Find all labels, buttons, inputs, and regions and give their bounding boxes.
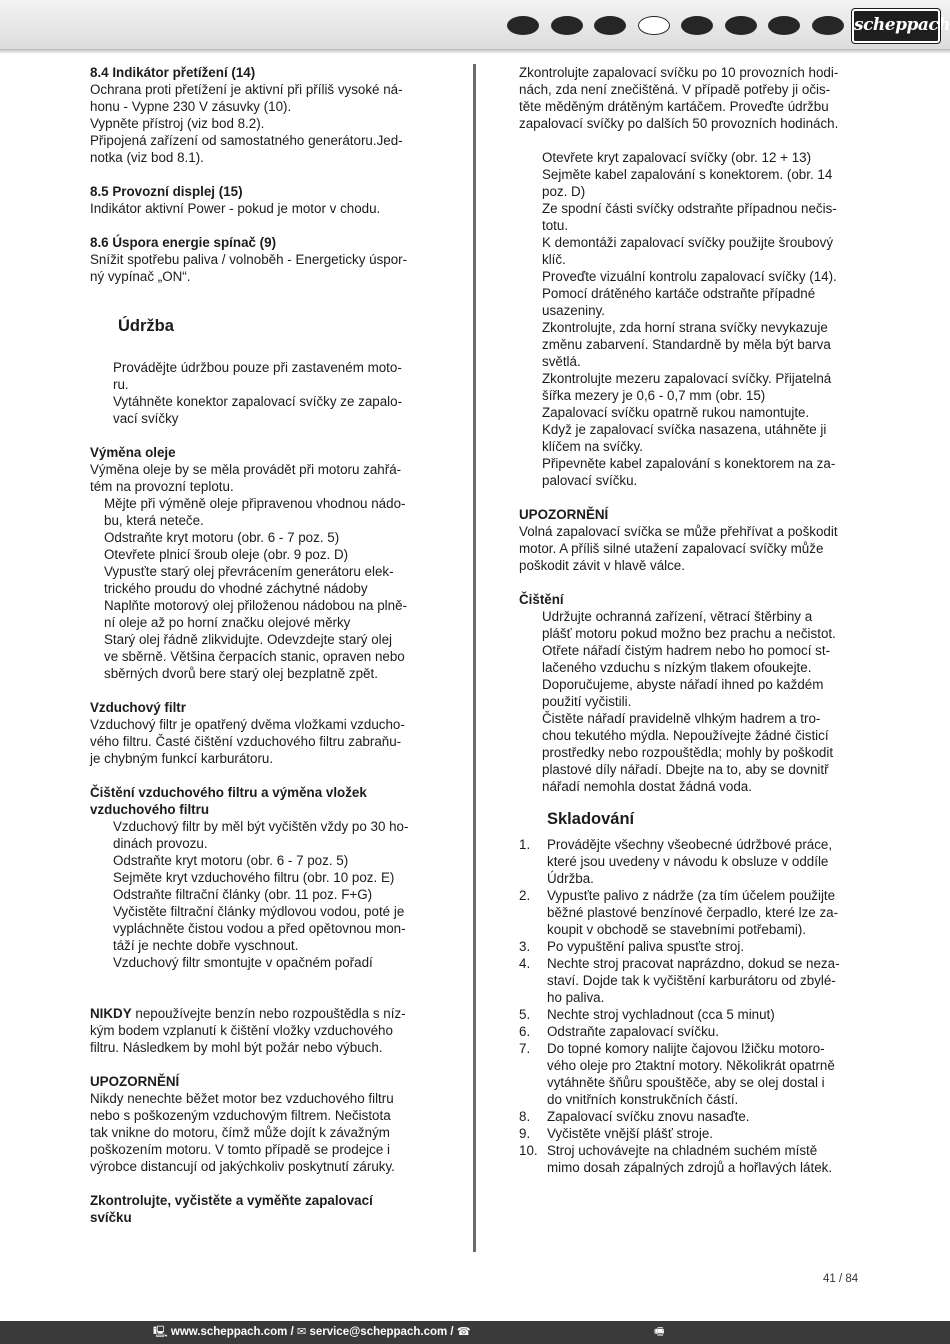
paragraph-line: Snížit spotřebu paliva / volnoběh - Energeticky úspor- (90, 252, 408, 267)
paragraph-line: Vzduchový filtr je opatřený dvěma vložkami vzducho- (90, 717, 405, 732)
header-bar (0, 0, 950, 50)
spacer (90, 971, 430, 1005)
list-line: Otřete nářadí čistým hadrem nebo ho pomocí st- (542, 643, 831, 658)
list-line: použití vyčistili. (542, 694, 632, 709)
warning-heading: UPOZORNĚNÍ (519, 507, 609, 522)
paragraph-line: těte měděným drátěným kartáčem. Proveďte údržbu (519, 99, 829, 114)
list-line: do vnitřních konstrukčních částí. (547, 1092, 739, 1107)
list-line: Zkontrolujte mezeru zapalovací svíčky. Přijatelná (542, 371, 832, 386)
spacer (90, 166, 430, 183)
list-line: klíč. (542, 252, 566, 267)
list-line: Naplňte motorový olej přiloženou nádobou na plně- (104, 598, 407, 613)
paragraph-line: tém na provozní teplotu. (90, 479, 234, 494)
chapter-pill (681, 16, 713, 35)
paragraph-line: nepoužívejte benzín nebo rozpouštědla s níz- (131, 1006, 406, 1021)
list-line: Čistěte nářadí pravidelně vlhkým hadrem a tro- (542, 711, 821, 726)
list-line: Když je zapalovací svíčka nasazena, utáhněte ji (542, 422, 827, 437)
list-line: poz. D) (542, 184, 586, 199)
list-line: Sejměte kabel zapalování s konektorem. (obr. 14 (542, 167, 833, 182)
list-line: totu. (542, 218, 569, 233)
right-column (519, 64, 859, 1176)
paragraph-line: poškozením motoru. V tomto případě se prodejce i (90, 1142, 390, 1157)
list-line: staví. Dojde tak k vyčištění karburátoru od zbylé- (547, 973, 836, 988)
chapter-title: Skladování (547, 810, 635, 828)
chapter-title: Údržba (118, 317, 174, 335)
list-line: ní oleje až po horní značku olejové měrky (104, 615, 351, 630)
section-heading: svíčku (90, 1210, 132, 1225)
list-line: Mějte při výměně oleje připravenou vhodnou nádo- (104, 496, 406, 511)
list-line: Zkontrolujte, zda horní strana svíčky nevykazuje (542, 320, 828, 335)
list-line: Vypusťte starý olej převrácením generátoru elek- (104, 564, 394, 579)
footer-contacts (153, 1321, 471, 1344)
list-line: vací svíčky (113, 411, 179, 426)
paragraph-line: vého filtru. Časté čištění vzduchového filtru zabraňu- (90, 734, 402, 749)
footer-email-link[interactable]: service@scheppach.com / (309, 1326, 454, 1338)
list-line: K demontáži zapalovací svíčky použijte šroubový (542, 235, 834, 250)
chapter-pill (725, 16, 757, 35)
left-column (90, 64, 430, 1226)
list-line: Ze spodní části svíčky odstraňte případnou nečis- (542, 201, 837, 216)
paragraph-line: tak vnikne do motoru, čímž může dojít k závažným (90, 1125, 390, 1140)
paragraph-line: ný vypínač „ON“. (90, 269, 191, 284)
list-line: Odstraňte kryt motoru (obr. 6 - 7 poz. 5) (104, 530, 340, 545)
list-number: 4. (519, 956, 531, 971)
list-line: světlá. (542, 354, 581, 369)
list-item (519, 1125, 859, 1142)
list-line: Odstraňte filtrační články (obr. 11 poz. F+G) (113, 887, 373, 902)
list-item (519, 938, 859, 955)
list-line: Nechte stroj vychladnout (cca 5 minut) (547, 1007, 775, 1022)
list-text (547, 938, 859, 955)
list-number: 6. (519, 1024, 531, 1039)
list-text (547, 887, 859, 938)
list-line: klíčem na svíčky. (542, 439, 643, 454)
page-number: 41 / 84 (823, 1273, 859, 1285)
list-line: Vzduchový filtr smontujte v opačném pořadí (113, 955, 373, 970)
paragraph-line: poškodit závit v hlavě válce. (519, 558, 685, 573)
list-line: Vytáhněte konektor zapalovací svíčky ze zapalo- (113, 394, 403, 409)
list-line: Sejměte kryt vzduchového filtru (obr. 10 poz. E) (113, 870, 395, 885)
mail-icon: ✉ (297, 1326, 307, 1338)
list-line: nářadí nemohla dostat žádná voda. (542, 779, 752, 794)
list-number: 5. (519, 1007, 531, 1022)
chapter-pill-active (638, 16, 670, 35)
list-line: plastové díly nářadí. Dbejte na to, aby se dovnitř (542, 762, 829, 777)
list-number: 2. (519, 888, 531, 903)
paragraph-line: Výměna oleje by se měla provádět při motoru zahřá- (90, 462, 402, 477)
spacer (90, 767, 430, 784)
list-line: ru. (113, 377, 129, 392)
header-shadow (0, 49, 950, 54)
list-line: usazeniny. (542, 303, 606, 318)
list-line: Otevřete kryt zapalovací svíčky (obr. 12 + 13) (542, 150, 812, 165)
list-line: změnu zabarvení. Standardně by měla být barva (542, 337, 831, 352)
list-text (547, 1006, 859, 1023)
section-heading: Vzduchový filtr (90, 700, 186, 715)
storage-list (519, 836, 859, 1176)
computer-icon: 🖳 (153, 1326, 168, 1338)
list-item (519, 836, 859, 887)
list-line: šířka mezery je 0,6 - 0,7 mm (obr. 15) (542, 388, 766, 403)
spacer (90, 427, 430, 444)
spacer (90, 336, 430, 359)
list-line: Otevřete plnicí šroub oleje (obr. 9 poz. D) (104, 547, 349, 562)
spacer (519, 489, 859, 506)
list-item (519, 887, 859, 938)
list-line: lačeného vzduchu s nízkým tlakem ofoukejte. (542, 660, 812, 675)
list-line: ho paliva. (547, 990, 605, 1005)
footer-web-link[interactable]: www.scheppach.com / (170, 1326, 294, 1338)
spacer (519, 795, 859, 809)
list-line: Zapalovací svíčku znovu nasaďte. (547, 1109, 750, 1124)
list-line: vého oleje pro 2taktní motory. Několikrát opatrně (547, 1058, 835, 1073)
list-number: 7. (519, 1041, 531, 1056)
list-text (547, 1125, 859, 1142)
list-line: Proveďte vizuální kontrolu zapalovací svíčky (14). (542, 269, 837, 284)
section-heading: 8.6 Úspora energie spínač (9) (90, 235, 277, 250)
list-number: 9. (519, 1126, 531, 1141)
list-line: Vypusťte palivo z nádrže (za tím účelem použijte (547, 888, 836, 903)
paragraph-line: nách, zda není znečištěná. V případě potřeby ji očis- (519, 82, 831, 97)
section-heading: 8.4 Indikátor přetížení (14) (90, 65, 256, 80)
section-heading: vzduchového filtru (90, 802, 210, 817)
list-text (547, 1142, 859, 1176)
warning-heading: UPOZORNĚNÍ (90, 1074, 180, 1089)
list-line: Zapalovací svíčku opatrně rukou namontujte. (542, 405, 810, 420)
list-text (547, 1023, 859, 1040)
paragraph-line: nebo s poškozeným vzduchovým filtrem. Nečistota (90, 1108, 391, 1123)
chapter-pill (812, 16, 844, 35)
paragraph-line: Ochrana proti přetížení je aktivní při příliš vysoké ná- (90, 82, 403, 97)
list-number: 8. (519, 1109, 531, 1124)
column-divider (473, 64, 476, 1252)
paragraph-line: výrobce distancují od jakýchkoliv poskytnutí záruky. (90, 1159, 395, 1174)
list-line: mimo dosah zápalných zdrojů a hořlavých látek. (547, 1160, 833, 1175)
paragraph-line: notka (viz bod 8.1). (90, 150, 204, 165)
list-line: Udržujte ochranná zařízení, větrací štěrbiny a (542, 609, 813, 624)
list-line: Údržba. (547, 871, 594, 886)
list-item (519, 1023, 859, 1040)
list-line: Vyčistěte filtrační články mýdlovou vodou, poté je (113, 904, 405, 919)
list-line: Doporučujeme, abyste nářadí ihned po každém (542, 677, 824, 692)
paragraph-line: Vypněte přístroj (viz bod 8.2). (90, 116, 265, 131)
spacer (90, 217, 430, 234)
list-text (547, 1108, 859, 1125)
list-line: Provádějte údržbou pouze při zastaveném moto- (113, 360, 402, 375)
list-item (519, 1142, 859, 1176)
list-line: ve sběrně. Většina čerpacích stanic, opraven nebo (104, 649, 405, 664)
paragraph-line: Nikdy nenechte běžet motor bez vzduchového filtru (90, 1091, 394, 1106)
chapter-pill (594, 16, 626, 35)
spacer (519, 829, 859, 836)
paragraph-line: honu - Vypne 230 V zásuvky (10). (90, 99, 292, 114)
section-heading: 8.5 Provozní displej (15) (90, 184, 243, 199)
paragraph-line: zapalovací svíčky po dalších 50 provozních hodinách. (519, 116, 839, 131)
list-line: sběrných dvorů bere starý olej bezplatně zpět. (104, 666, 378, 681)
section-heading: Čištění (519, 592, 564, 607)
spacer (90, 682, 430, 699)
paragraph-line: Zkontrolujte zapalovací svíčku po 10 provozních hodi- (519, 65, 839, 80)
list-line: plášť motoru pokud možno bez prachu a nečistot. (542, 626, 836, 641)
list-line: Do topné komory nalijte čajovou lžičku motoro- (547, 1041, 825, 1056)
section-heading: Zkontrolujte, vyčistěte a vyměňte zapalovací (90, 1193, 373, 1208)
list-text (547, 955, 859, 1006)
list-line: Po vypuštění paliva spusťte stroj. (547, 939, 745, 954)
list-line: které jsou uvedeny v návodu k obsluze v oddíle (547, 854, 829, 869)
list-item (519, 955, 859, 1006)
list-line: vytáhněte šňůru spouštěče, aby se olej dostal i (547, 1075, 825, 1090)
brand-logo: scheppach (852, 9, 940, 43)
paragraph-line: kým bodem vzplanutí k čištění vložky vzduchového (90, 1023, 393, 1038)
paragraph-line: je chybným funkcí karburátoru. (90, 751, 274, 766)
paragraph-line: Indikátor aktivní Power - pokud je motor v chodu. (90, 201, 381, 216)
list-line: Odstraňte zapalovací svíčku. (547, 1024, 719, 1039)
spacer (90, 1175, 430, 1192)
list-item (519, 1108, 859, 1125)
chapter-pill (507, 16, 539, 35)
list-line: Provádějte všechny všeobecné údržbové práce, (547, 837, 833, 852)
paragraph-line: motor. A příliš silné utažení zapalovací svíčky může (519, 541, 824, 556)
chapter-pill (551, 16, 583, 35)
section-heading: Výměna oleje (90, 445, 176, 460)
list-number: 3. (519, 939, 531, 954)
chapter-pill (768, 16, 800, 35)
list-line: palovací svíčku. (542, 473, 638, 488)
never-emphasis: NIKDY (90, 1006, 132, 1021)
list-line: Pomocí drátěného kartáče odstraňte případné (542, 286, 816, 301)
list-line: běžné plastové benzínové čerpadlo, které lze za- (547, 905, 839, 920)
list-number: 1. (519, 837, 531, 852)
list-text (547, 1040, 859, 1108)
fax-icon: 🖷 (654, 1326, 665, 1338)
list-line: Nechte stroj pracovat naprázdno, dokud se neza- (547, 956, 840, 971)
list-line: Vzduchový filtr by měl být vyčištěn vždy po 30 ho- (113, 819, 409, 834)
list-line: Starý olej řádně zlikvidujte. Odevzdejte starý olej (104, 632, 393, 647)
section-heading: Čištění vzduchového filtru a výměna vložek (90, 785, 367, 800)
list-line: trického proudu do vhodné záchytné nádoby (104, 581, 368, 596)
list-line: dinách provozu. (113, 836, 208, 851)
list-line: chou tekutého mýdla. Nepoužívejte žádné čisticí (542, 728, 829, 743)
list-line: Připevněte kabel zapalování s konektorem na za- (542, 456, 836, 471)
list-line: Vyčistěte vnější plášť stroje. (547, 1126, 714, 1141)
list-line: koupit v obchodě se stavebními potřebami). (547, 922, 807, 937)
spacer (519, 132, 859, 149)
list-line: prostředky nebo rozpouštědla; mohly by poškodit (542, 745, 834, 760)
list-line: bu, která neteče. (104, 513, 204, 528)
warning-paragraph (90, 1005, 430, 1022)
spacer (90, 1056, 430, 1073)
list-line: Odstraňte kryt motoru (obr. 6 - 7 poz. 5) (113, 853, 349, 868)
list-line: táží je nechte dobře vyschnout. (113, 938, 299, 953)
list-item (519, 1006, 859, 1023)
list-text (547, 836, 859, 887)
phone-icon: ☎ (456, 1326, 471, 1338)
paragraph-line: filtru. Následkem by mohl být požár nebo výbuch. (90, 1040, 383, 1055)
list-line: Stroj uchovávejte na chladném suchém místě (547, 1143, 818, 1158)
spacer (90, 285, 430, 316)
footer-bar (0, 1321, 950, 1344)
list-number: 10. (519, 1143, 538, 1158)
spacer (519, 574, 859, 591)
paragraph-line: Volná zapalovací svíčka se může přehřívat a poškodit (519, 524, 838, 539)
paragraph-line: Připojená zařízení od samostatného generátoru.Jed- (90, 133, 403, 148)
list-line: vypláchněte čistou vodou a před opětovnou mon- (113, 921, 406, 936)
list-item (519, 1040, 859, 1108)
